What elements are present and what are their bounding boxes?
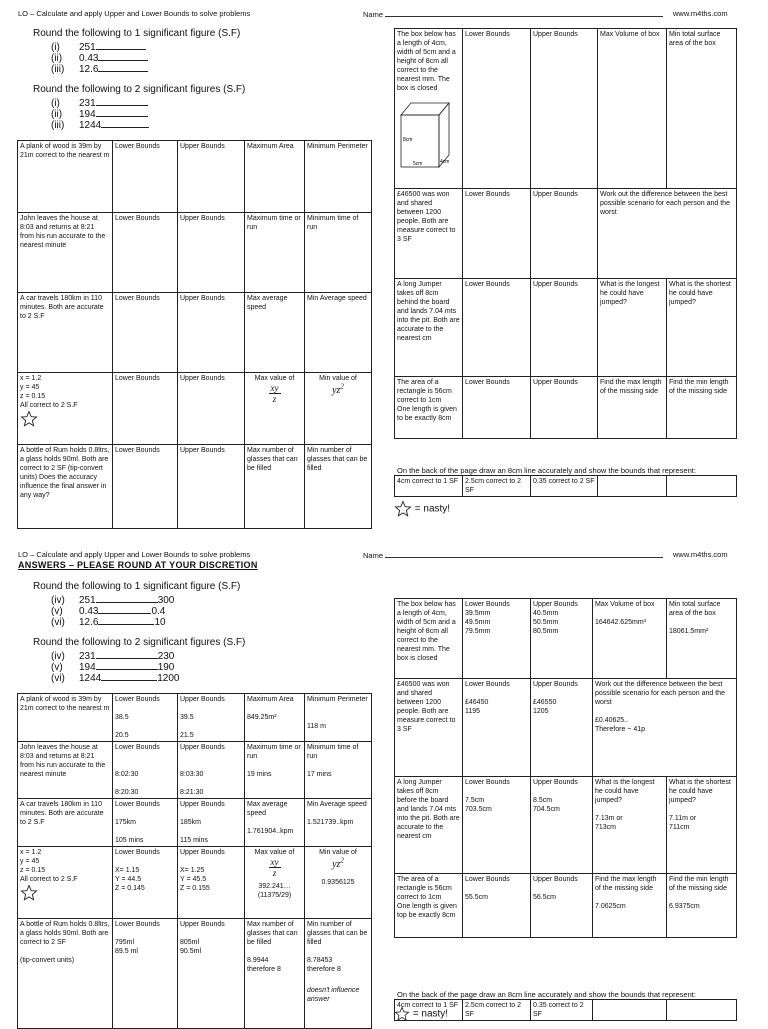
sf2-item: (i) 231 [33,96,148,109]
answer-cell: Minimum Perimeter 118 m [305,694,372,742]
sf1-answer: (vi) 12.6 10 [51,617,166,628]
question-cell: A car travels 180km in 110 minutes. Both are accurate to 2 S.F [18,799,113,847]
line-bounds-cell[interactable] [667,476,737,497]
upper-bounds-cell: Upper Bounds X= 1.25 Y = 45.5 Z = 0.155 [178,847,245,919]
answer-cell: Maximum Area 849.25m² [245,694,305,742]
upper-bounds-cell[interactable]: Upper Bounds [178,373,245,445]
box-diagram [397,99,455,171]
answer-cell: Find the min length of the missing side 6.9375cm [667,874,737,938]
sf2-item: (ii) 194 [33,107,148,120]
line-bounds-cell: 2.5cm correct to 2 SF [463,1000,531,1021]
upper-bounds-cell[interactable]: Upper Bounds [531,377,598,439]
table-row [395,476,737,497]
answer-cell[interactable]: Find the max length of the missing side [598,377,667,439]
answer-cell[interactable]: Maximum time or run [245,213,305,293]
table-row [395,777,737,874]
lower-bounds-cell: Lower Bounds 175km 105 mins [113,799,178,847]
answers-title: ANSWERS – PLEASE ROUND AT YOUR DISCRETION [18,560,258,570]
lower-bounds-cell[interactable]: Lower Bounds [113,213,178,293]
table-row [395,377,737,439]
nasty-key [394,1006,448,1022]
answer-cell[interactable]: Find the min length of the missing side [667,377,737,439]
lower-bounds-cell[interactable]: Lower Bounds [113,445,178,529]
answer-cell[interactable]: Min total surface area of the box [667,29,737,189]
answer-cell: Min number of glasses that can be filled 8.78453 therefore 8 doesn't influence answer [305,919,372,1029]
upper-bounds-cell[interactable]: Upper Bounds [178,213,245,293]
lower-bounds-cell[interactable]: Lower Bounds [463,29,531,189]
back-note: On the back of the page draw an 8cm line accurately and show the bounds that represent: [397,466,696,475]
table-row [18,694,372,742]
table-row [18,445,372,529]
line-bounds-cell: 4cm correct to 1 SF [395,1000,463,1021]
nasty-key [394,500,450,518]
left-answers-table [17,693,372,1029]
sf1-item: (ii) 0.43 [33,51,148,64]
sf1-title: Round the following to 1 significant figure (S.F) [33,581,241,592]
lower-bounds-cell[interactable]: Lower Bounds [463,377,531,439]
star-icon [394,1006,410,1022]
answer-cell[interactable]: Max value of $\frac{xy}{z}$ [245,373,305,445]
sf1-item: (i) 251 [33,40,146,53]
lower-bounds-cell: Lower Bounds 55.5cm [463,874,531,938]
answer-cell[interactable]: Max average speed [245,293,305,373]
question-cell: £46500 was won and shared between 1200 people. Both are measure correct to 3 SF [395,679,463,777]
table-row [395,599,737,679]
answer-cell: Maximum time or run 19 mins [245,742,305,799]
name-field[interactable] [363,550,663,560]
answer-cell[interactable]: Max Volume of box [598,29,667,189]
site-url: www.m4ths.com [673,550,728,559]
lower-bounds-cell[interactable]: Lower Bounds [463,189,531,279]
lo-header: LO – Calculate and apply Upper and Lower Bounds to solve problems [18,9,251,18]
upper-bounds-cell: Upper Bounds 40.5mm 50.5mm 80.5mm [531,599,593,679]
upper-bounds-cell: Upper Bounds 8:03:30 8:21:30 [178,742,245,799]
star-icon [20,884,38,902]
answer-cell[interactable]: What is the shortest he could have jumped? [667,279,737,377]
question-cell: John leaves the house at 8:03 and returns at 8:21 from his run accurate to the nearest minute [18,213,113,293]
table-row [18,213,372,293]
nasty-label: = nasty! [412,1008,449,1020]
left-bounds-table [17,140,372,529]
lower-bounds-cell: Lower Bounds £46450 1195 [463,679,531,777]
lower-bounds-cell: Lower Bounds 7.5cm 703.5cm [463,777,531,874]
answer-cell: Max average speed 1.761904..kpm [245,799,305,847]
table-row [18,799,372,847]
line-bounds-table [394,475,737,497]
sf2-answer: (iv) 231 230 [51,651,175,662]
question-cell: The area of a rectangle is 56cm correct to 1cm One length is given to be exactly 8cm [395,377,463,439]
upper-bounds-cell: Upper Bounds 8.5cm 704.5cm [531,777,593,874]
lower-bounds-cell: Lower Bounds 38.5 20.5 [113,694,178,742]
upper-bounds-cell[interactable]: Upper Bounds [531,29,598,189]
answer-cell: Minimum time of run 17 mins [305,742,372,799]
star-icon [394,500,412,518]
table-row [395,279,737,377]
box-depth-label: 4cm [440,159,450,165]
answer-cell[interactable]: Maximum Area [245,141,305,213]
upper-bounds-cell: Upper Bounds 185km 115 mins [178,799,245,847]
lower-bounds-cell: Lower Bounds X= 1.15 Y = 44.5 Z = 0.145 [113,847,178,919]
sf2-answer: (vi) 1244 1200 [51,673,180,684]
question-cell: x = 1.2 y = 45 z = 0.15 All correct to 2 S.F [18,847,113,919]
lower-bounds-cell: Lower Bounds 8:02:30 8:20:30 [113,742,178,799]
answer-cell: Find the max length of the missing side 7.0625cm [593,874,667,938]
upper-bounds-cell: Upper Bounds 56.5cm [531,874,593,938]
table-row [395,679,737,777]
line-bounds-cell[interactable] [598,476,667,497]
influence-note: doesn't influence answer [307,987,360,1003]
line-bounds-cell: 4cm correct to 1 SF [395,476,463,497]
line-bounds-cell [667,1000,737,1021]
table-row [395,29,737,189]
question-cell: A car travels 180km in 110 minutes. Both are accurate to 2 S.F [18,293,113,373]
lower-bounds-cell: Lower Bounds 795ml 89.5 ml [113,919,178,1029]
table-row [395,189,737,279]
lower-bounds-cell[interactable]: Lower Bounds [113,293,178,373]
answer-cell: Min Average speed 1.521739..kpm [305,799,372,847]
question-cell: A long Jumper takes off 8cm behind the board and lands 7.04 mts into the pit. Both are accurate to the nearest cm [395,279,463,377]
upper-bounds-cell[interactable]: Upper Bounds [178,141,245,213]
box-width-label: 5cm [413,161,423,167]
question-cell: The box below has a length of 4cm, width of 5cm and a height of 8cm all correct to the nearest mm. The box is closed [395,599,463,679]
xy-over-z-formula: $\frac{xy}{z}$ [270,383,279,404]
xy-over-z-formula: $\frac{xy}{z}$ [270,857,279,878]
question-cell: x = 1.2 y = 45 z = 0.15 All correct to 2 S.F [18,373,113,445]
upper-bounds-cell[interactable]: Upper Bounds [178,445,245,529]
line-bounds-cell: 0.35 correct to 2 SF [531,476,598,497]
star-icon [20,410,38,428]
upper-bounds-cell[interactable]: Upper Bounds [178,293,245,373]
sf2-item: (iii) 1244 [33,118,149,131]
answer-cell[interactable]: Minimum Perimeter [305,141,372,213]
line-bounds-cell: 2.5cm correct to 2 SF [463,476,531,497]
table-row [18,373,372,445]
right-bounds-table [394,28,737,439]
right-answers-table [394,598,737,938]
table-row [18,742,372,799]
table-row [18,847,372,919]
lo-header: LO – Calculate and apply Upper and Lower Bounds to solve problems [18,550,251,559]
upper-bounds-cell[interactable]: Upper Bounds [531,189,598,279]
sf1-answer: (v) 0.43 0.4 [51,606,166,617]
answer-cell[interactable]: Max number of glasses that can be filled [245,445,305,529]
sf1-answer: (iv) 251 300 [51,595,175,606]
yz-squared-formula: $yz^2$ [332,383,344,397]
site-url: www.m4ths.com [673,9,728,18]
name-label: Name [363,551,384,560]
question-cell: A plank of wood is 39m by 21m correct to the nearest m [18,694,113,742]
sf2-answer: (v) 194 190 [51,662,175,673]
question-cell: A long Jumper takes off 8cm before the board and lands 7.04 mts into the pit. Both are accurate to the nearest cm [395,777,463,874]
lower-bounds-cell[interactable]: Lower Bounds [113,373,178,445]
answer-cell: What is the shortest he could have jumped? 7.11m or 711cm [667,777,737,874]
nasty-label: = nasty! [414,503,451,515]
question-cell: A plank of wood is 39m by 21m correct to the nearest m [18,141,113,213]
answer-cell: Min value of $yz^2$ 0.9356125 [305,847,372,919]
upper-bounds-cell: Upper Bounds 805ml 90.5ml [178,919,245,1029]
answer-cell[interactable]: Min number of glasses that can be filled [305,445,372,529]
sf1-title: Round the following to 1 significant figure (S.F) [33,28,241,39]
upper-bounds-cell: Upper Bounds £46550 1205 [531,679,593,777]
table-row [18,293,372,373]
box-height-label: 8cm [403,137,413,143]
line-bounds-cell: 0.35 correct to 2 SF [531,1000,593,1021]
question-cell: The area of a rectangle is 56cm correct to 1cm One length is given top be exactly 8cm [395,874,463,938]
question-cell: John leaves the house at 8:03 and returns at 8:21 from his run accurate to the nearest minute [18,742,113,799]
sf1-item: (iii) 12.6 [33,62,148,75]
yz-squared-formula: $yz^2$ [332,857,344,871]
upper-bounds-cell: Upper Bounds 39.5 21.5 [178,694,245,742]
answer-cell[interactable]: Minimum time of run [305,213,372,293]
answer-cell: Max value of $\frac{xy}{z}$ 392.241… (11375/29) [245,847,305,919]
question-cell: A bottle of Rum holds 0.8ltrs, a glass holds 90ml. Both are correct to 2 SF (tip-convert units) [18,919,113,1029]
answer-cell: Max Volume of box 164642.625mm³ [593,599,667,679]
lower-bounds-cell[interactable]: Lower Bounds [463,279,531,377]
answer-cell: Min total surface area of the box 18061.5mm² [667,599,737,679]
name-label: Name [363,10,384,19]
table-row [18,141,372,213]
answer-cell[interactable]: Min value of $yz^2$ [305,373,372,445]
line-bounds-cell [593,1000,667,1021]
lower-bounds-cell: Lower Bounds 39.5mm 49.5mm 79.5mm [463,599,531,679]
table-row [18,919,372,1029]
name-field[interactable] [363,9,663,19]
sf2-title: Round the following to 2 significant figures (S.F) [33,637,246,648]
answer-cell: Work out the difference between the best possible scenario for each person and the worst £0.40625.. Therefore ~ 41p [593,679,737,777]
question-cell: The box below has a length of 4cm, width of 5cm and a height of 8cm all correct to the nearest mm. The box is closed 8cm 5cm 4cm [395,29,463,189]
answer-cell: Max number of glasses that can be filled 8.9944 therefore 8 [245,919,305,1029]
question-cell: A bottle of Rum holds 0.8ltrs, a glass holds 90ml. Both are correct to 2 SF (tip-convert units) Does the accuracy influence the final answer in any way? [18,445,113,529]
back-note: On the back of the page draw an 8cm line accurately and show the bounds that represent: [397,990,696,999]
answer-cell: What is the longest he could have jumped? 7.13m or 713cm [593,777,667,874]
answer-cell[interactable]: Min Average speed [305,293,372,373]
question-cell: £46500 was won and shared between 1200 people. Both are measure correct to 3 SF [395,189,463,279]
lower-bounds-cell[interactable]: Lower Bounds [113,141,178,213]
upper-bounds-cell[interactable]: Upper Bounds [531,279,598,377]
answer-cell[interactable]: What is the longest he could have jumped? [598,279,667,377]
answer-cell[interactable]: Work out the difference between the best possible scenario for each person and the worst [598,189,737,279]
table-row [395,874,737,938]
sf2-title: Round the following to 2 significant figures (S.F) [33,84,246,95]
